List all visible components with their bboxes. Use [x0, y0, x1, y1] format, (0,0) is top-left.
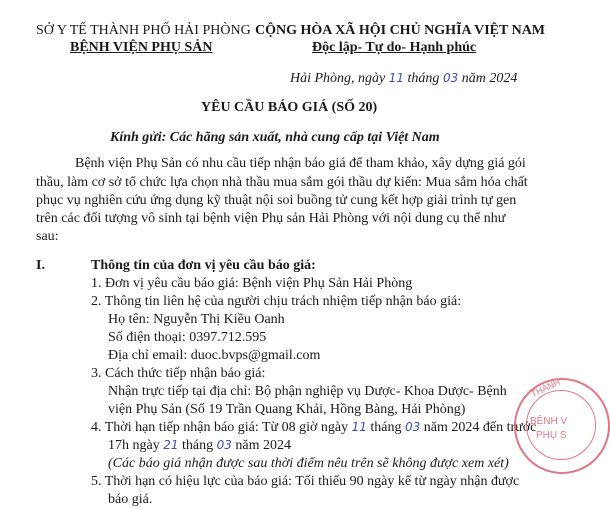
item-4-text-e: tháng [182, 438, 214, 453]
item-3-line-2: viện Phụ Sản (Số 19 Trần Quang Khải, Hồng Bàng, Hải Phòng) [108, 402, 466, 417]
contact-phone: Số điện thoại: 0397.712.595 [108, 330, 267, 345]
item-4-text-c: năm 2024 đến trước [423, 420, 537, 435]
item-4-line-1 [91, 419, 536, 436]
item-4-month1-handwritten: 03 [405, 420, 421, 434]
seal-top-text: THÀNH [529, 376, 562, 400]
recipient-line: Kính gửi: Các hãng sản xuất, nhà cung cấp tại Việt Nam [110, 130, 440, 145]
org-name: BỆNH VIỆN PHỤ SẢN [70, 40, 213, 55]
seal-mid-text: BỆNH V [530, 416, 568, 427]
org-parent: SỞ Y TẾ THÀNH PHỐ HẢI PHÒNG [36, 23, 251, 38]
official-seal-stamp [514, 378, 610, 474]
item-4-text-b: tháng [370, 420, 402, 435]
item-4-day1-handwritten: 11 [351, 420, 367, 434]
item-5-line-2: báo giá. [108, 492, 153, 507]
date-year: năm 2024 [461, 71, 518, 86]
item-4-text-d: 17h ngày [108, 438, 160, 453]
item-4-day2-handwritten: 21 [163, 438, 179, 452]
contact-email: Địa chỉ email: duoc.bvps@gmail.com [108, 348, 321, 363]
item-5-line-1: 5. Thời hạn có hiệu lực của báo giá: Tối thiểu 90 ngày kể từ ngày nhận được [91, 474, 520, 489]
section-heading: Thông tin của đơn vị yêu cầu báo giá: [91, 258, 316, 273]
item-3-line-1: Nhận trực tiếp tại địa chỉ: Bộ phận nghiệp vụ Dược- Khoa Dược- Bệnh [108, 384, 507, 399]
date-prefix: Hải Phòng, ngày [290, 71, 386, 86]
item-2: 2. Thông tin liên hệ của người chịu trách nhiệm tiếp nhận báo giá: [91, 294, 462, 309]
intro-line-2: thầu, làm cơ sở tổ chức lựa chọn nhà thầu mua sắm gói thầu dự kiến: Mua sắm hóa chất [36, 175, 528, 190]
item-4-text-a: 4. Thời hạn tiếp nhận báo giá: Từ 08 giờ ngày [91, 420, 349, 435]
item-4-line-2 [108, 437, 291, 454]
date-month-handwritten: 03 [442, 71, 459, 85]
intro-line-5: sau: [36, 229, 59, 244]
item-4-month2-handwritten: 03 [216, 438, 232, 452]
document-title: YÊU CẦU BÁO GIÁ (SỐ 20) [201, 100, 378, 115]
item-4-text-f: năm 2024 [235, 438, 291, 453]
contact-name: Họ tên: Nguyễn Thị Kiều Oanh [108, 312, 285, 327]
national-title: CỘNG HÒA XÃ HỘI CHỦ NGHĨA VIỆT NAM [255, 23, 546, 38]
intro-line-4: trên các đối tượng vô sinh tại bệnh viện Phụ sản Hải Phòng với nội dung cụ thể như [36, 211, 506, 226]
section-number: I. [36, 258, 45, 273]
document-date [290, 70, 517, 87]
item-1: 1. Đơn vị yêu cầu báo giá: Bệnh viện Phụ Sản Hải Phòng [91, 276, 413, 291]
national-motto: Độc lập- Tự do- Hạnh phúc [312, 40, 477, 55]
date-month-label: tháng [407, 71, 440, 86]
date-day-handwritten: 11 [388, 71, 405, 85]
item-3: 3. Cách thức tiếp nhận báo giá: [91, 366, 266, 381]
item-4-note: (Các báo giá nhận được sau thời điểm nêu trên sẽ không được xem xét) [108, 456, 509, 471]
seal-bottom-text: PHỤ S [536, 430, 567, 441]
intro-line-1: Bệnh viện Phụ Sản có nhu cầu tiếp nhận báo giá để tham khảo, xây dựng giá gói [75, 156, 526, 171]
intro-line-3: phục vụ nghiên cứu ứng dụng kỹ thuật nội soi buồng tử cung kết hợp giải trình tự gen [36, 193, 517, 208]
